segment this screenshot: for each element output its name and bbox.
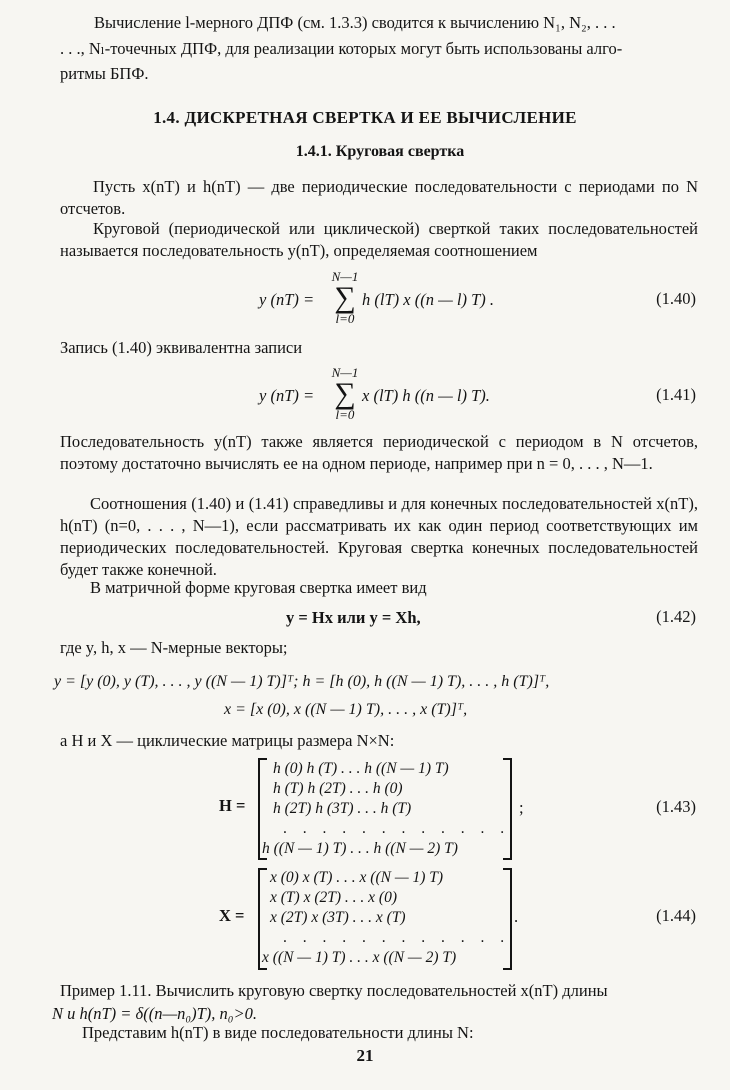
eq141-rhs: x (lT) h ((n — l) T). [362, 386, 490, 405]
matrix-h-row-4: . . . . . . . . . . . . [283, 820, 511, 837]
matrix-x-row-5: x ((N — 1) T) . . . x ((N — 2) T) [262, 949, 457, 966]
vector-line-1: y = [y (0), y (T), . . . , y ((N — 1) T)]ᵀ; h = [h (0), h ((N — 1) T), . . . , h (T)]ᵀ, [54, 673, 550, 690]
paragraph-4: Последовательность y(nT) также является периодической с периодом в N отсчетов, поэтому достаточно вычислять ее на одном периоде, например при n = 0, . . . , N—1. [60, 432, 698, 473]
paragraph-8: а H и X — циклические матрицы размера N×N: [60, 731, 395, 750]
matrix-h-right-bracket [503, 758, 512, 860]
eq140-upper-limit: N—1 [331, 269, 359, 284]
eq142-text: y = Hx или y = Xh, [286, 608, 421, 627]
eq141-sum [330, 366, 360, 422]
subsection-title: 1.4.1. Круговая свертка [295, 143, 465, 160]
eq140-sum [330, 270, 360, 326]
example-line-3: Представим h(nT) в виде последовательности длины N: [82, 1023, 474, 1042]
paragraph-1: Пусть x(nT) и h(nT) — две периодические последовательности с периодами по N отсчетов. [60, 177, 698, 218]
eq140-number: (1.40) [656, 289, 696, 308]
matrix-h-row-1: h (0) h (T) . . . h ((N — 1) T) [273, 760, 449, 777]
section-title: 1.4. ДИСКРЕТНАЯ СВЕРТКА И ЕЕ ВЫЧИСЛЕНИЕ [153, 108, 577, 127]
eq141-number: (1.41) [656, 385, 696, 404]
eq140-lower-limit: l=0 [335, 311, 355, 326]
example-line-2: N и h(nT) = δ((n—n₀)T), n₀>0. [52, 1004, 258, 1023]
eq140-rhs: h (lT) x ((n — l) T) . [362, 290, 494, 309]
paragraph-3: Запись (1.40) эквивалентна записи [60, 338, 303, 357]
eq141-upper-limit: N—1 [331, 365, 359, 380]
eq140-lhs: y (nT) = [259, 290, 315, 309]
matrix-h-row-2: h (T) h (2T) . . . h (0) [273, 780, 403, 797]
sigma-symbol: ∑ [334, 377, 356, 410]
matrix-x-row-1: x (0) x (T) . . . x ((N — 1) T) [270, 869, 444, 886]
matrix-h-row-3: h (2T) h (3T) . . . h (T) [273, 800, 412, 817]
eq143-number: (1.43) [656, 797, 696, 816]
eq144-number: (1.44) [656, 906, 696, 925]
example-line-1: Пример 1.11. Вычислить круговую свертку последовательностей x(nT) длины [60, 981, 608, 1000]
intro-line-3: ритмы БПФ. [60, 64, 149, 83]
vector-line-2: x = [x (0), x ((N — 1) T), . . . , x (T)]ᵀ, [224, 701, 468, 718]
sigma-symbol: ∑ [334, 281, 356, 314]
matrix-x-row-2: x (T) x (2T) . . . x (0) [270, 889, 397, 906]
matrix-h-tail: ; [519, 798, 524, 817]
eq141-lhs: y (nT) = [259, 386, 315, 405]
matrix-h-label: H = [219, 796, 246, 815]
matrix-h-row-5: h ((N — 1) T) . . . h ((N — 2) T) [262, 840, 458, 857]
page-number: 21 [356, 1046, 374, 1065]
matrix-x-right-bracket [503, 868, 512, 970]
paragraph-7: где y, h, x — N-мерные векторы; [60, 638, 288, 657]
eq141-lower-limit: l=0 [335, 407, 355, 422]
matrix-x-label: X = [219, 906, 245, 925]
matrix-x-row-4: . . . . . . . . . . . . [283, 929, 511, 946]
paragraph-6: В матричной форме круговая свертка имеет вид [90, 578, 427, 597]
eq142-number: (1.42) [656, 607, 696, 626]
intro-line-2: . . ., Nₗ-точечных ДПФ, для реализации которых могут быть использованы алго- [60, 39, 623, 58]
paragraph-5: Соотношения (1.40) и (1.41) справедливы и для конечных последовательностей x(nT), h(nT) (n=0, . . . , N—1), если рассматривать их как один период соответствующих им периодических последовательностей. Круговая свертка конечных последовательностей будет также конечной. [60, 494, 698, 579]
paragraph-2: Круговой (периодической или циклической) сверткой таких последовательностей называется последовательность y(nT), определяемая соотношением [60, 219, 698, 260]
matrix-x-tail: . [514, 907, 519, 926]
intro-line-1: Вычисление l-мерного ДПФ (см. 1.3.3) сводится к вычислению N₁, N₂, . . . [94, 13, 616, 32]
matrix-x-row-3: x (2T) x (3T) . . . x (T) [270, 909, 406, 926]
